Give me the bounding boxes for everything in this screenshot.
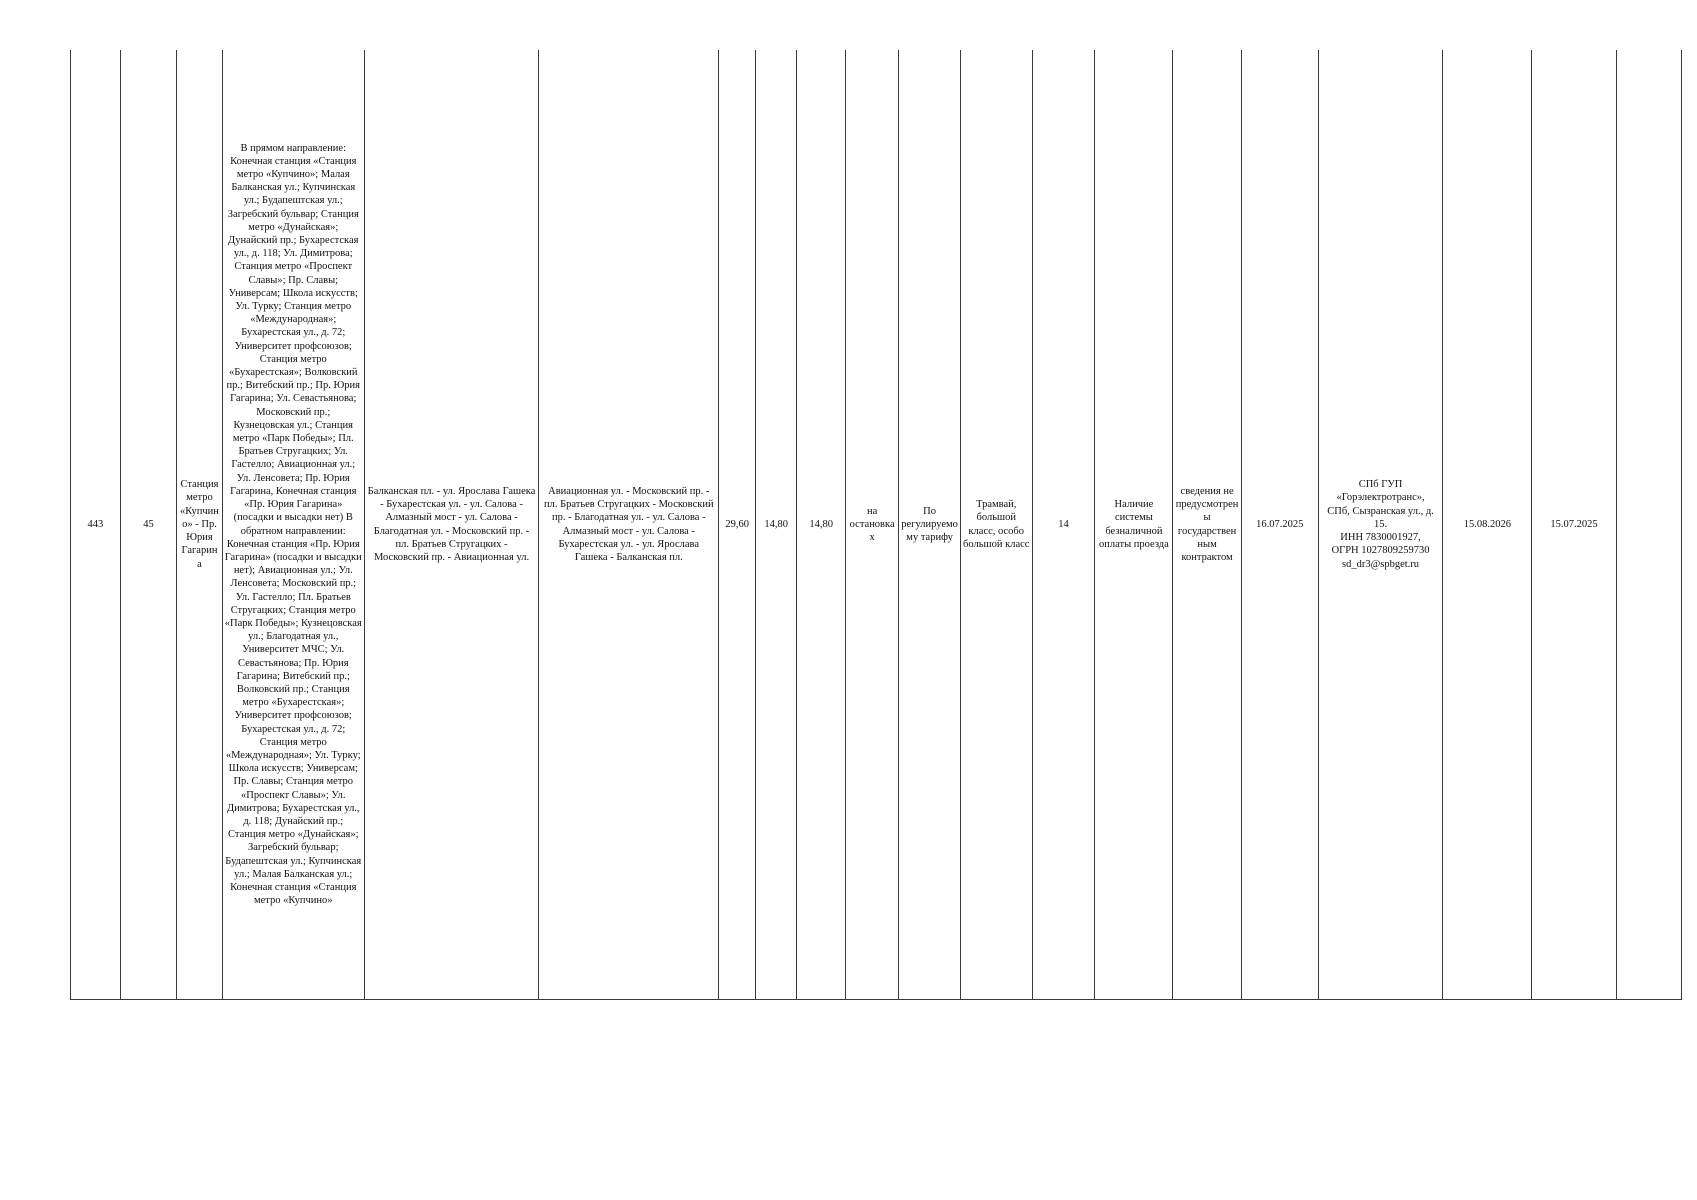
note-cell [1616,50,1681,1000]
vehicle-count-cell: 14 [1032,50,1095,1000]
route-number-cell: 45 [120,50,176,1000]
streets-forward-cell: Балканская пл. - ул. Ярослава Гашека - Бухарестская ул. - ул. Салова - Алмазный мост - ул. Салова - Благодатная ул. - Московский пр. - пл. Братьев Стругацких - Московский пр. - Авиационная ул. [364,50,539,1000]
contract-info-cell: сведения не предусмотрены государственным контрактом [1173,50,1241,1000]
length-forward-cell: 14,80 [756,50,797,1000]
characteristics-cell: Наличие системы безналичной оплаты проезда [1095,50,1173,1000]
boarding-order-cell: на остановках [846,50,899,1000]
tariff-cell: По регулируемому тарифу [899,50,961,1000]
length-total-cell: 29,60 [719,50,756,1000]
carrier-ogrn: ОГРН 1027809259730 [1331,545,1430,557]
carrier-address: СПб, Сызранская ул., д. 15. [1327,505,1434,530]
table-row [71,50,1682,1000]
length-backward-cell: 14,80 [797,50,846,1000]
change-date-cell: 15.07.2025 [1532,50,1617,1000]
route-name-cell: Станция метро «Купчино» - Пр. Юрия Гагарина [177,50,223,1000]
streets-backward-cell: Авиационная ул. - Московский пр. - пл. Братьев Стругацких - Московский пр. - Благодатная ул. - ул. Салова - Алмазный мост - ул. Салова - Бухарестская ул. - ул. Ярослава Гашека - Балканская пл. [539,50,719,1000]
vehicle-type-cell: Трамвай, большой класс, особо большой класс [960,50,1032,1000]
route-registry-table [70,50,1682,1000]
carrier-email: sd_dr3@spbget.ru [1342,558,1420,570]
start-date-cell: 16.07.2025 [1241,50,1318,1000]
reg-number-cell: 443 [71,50,121,1000]
carrier-name: СПб ГУП «Горэлектротранс», [1336,479,1425,504]
registry-sheet [70,50,1682,1000]
stops-text: В прямом направление: Конечная станция «Станция метро «Купчино»; Малая Балканская ул.; Купчинская ул.; Будапештская ул.; Загребский бульвар; Станция метро «Дунайская»; Дунайский пр.; Бухарестская ул., д. 118; Ул. Димитрова; Станция метро «Проспект Славы»; Пр. Славы; Универсам; Школа искусств; Ул. Турку; Станция метро «Международная»; Бухарестская ул., д. 72; Университет профсоюзов; Станция метро «Бухарестская»; Волковский пр.; Витебский пр.; Пр. Юрия Гагарина; Ул. Севастьянова; Московский пр.; Кузнецовская ул.; Станция метро «Парк Победы»; Пл. Братьев Стругацких; Ул. Гастелло; Авиационная ул.; Ул. Ленсовета; Пр. Юрия Гагарина, Конечная станция «Пр. Юрия Гагарина» (посадки и высадки нет) В обратном направлении: Конечная станция «Пр. Юрия Гагарина» (посадки и высадки нет); Авиационная ул.; Ул. Ленсовета; Московский пр.; Ул. Гастелло; Пл. Братьев Стругацких; Станция метро «Парк Победы»; Кузнецовская ул.; Благодатная ул., Университет МЧС; Ул. Севастьянова; Пр. Юрия Гагарина; Витебский пр.; Волковский пр.; Станция метро «Бухарестская»; Университет профсоюзов; Бухарестская ул., д. 72; Станция метро «Международная»; Ул. Турку; Школа искусств; Универсам; Пр. Славы; Станция метро «Проспект Славы»; Ул. Димитрова; Бухарестская ул., д. 118; Дунайский пр.; Станция метро «Дунайская»; Загребский бульвар; Будапештская ул.; Купчинская ул.; Малая Балканская ул.; Конечная станция «Станция метро «Купчино» [224,142,362,907]
stops-cell [222,50,364,1000]
carrier-inn: ИНН 7830001927, [1340,532,1421,544]
end-date-cell: 15.08.2026 [1443,50,1532,1000]
carrier-cell [1318,50,1443,1000]
